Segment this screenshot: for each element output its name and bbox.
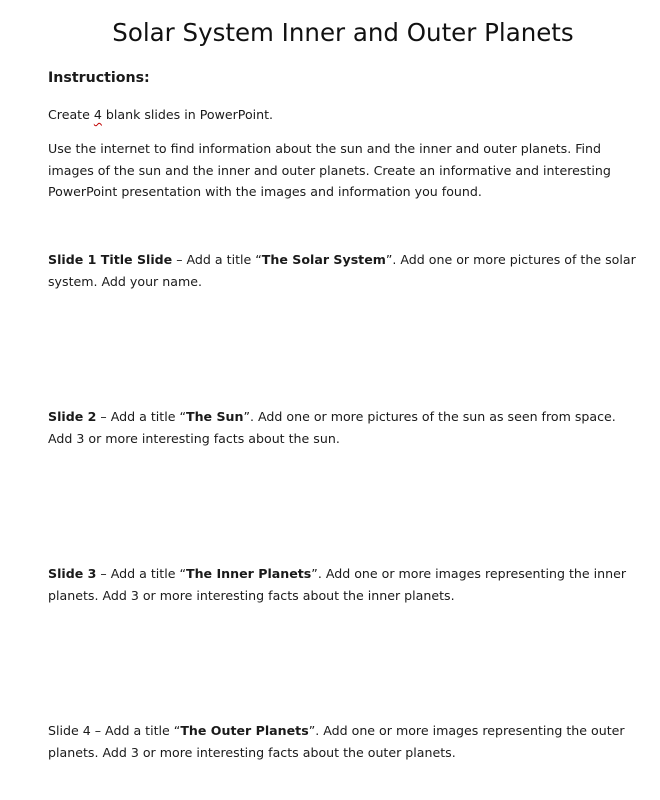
slide-3-label: Slide 3 (48, 566, 97, 581)
slide-3-text-before: – Add a title “ (96, 566, 186, 581)
document-title: Solar System Inner and Outer Planets (112, 18, 574, 47)
slide-1-title: The Solar System (261, 252, 386, 267)
instructions-heading: Instructions: (48, 70, 150, 86)
slide-2-title: The Sun (185, 409, 244, 424)
slide-2-instruction (48, 406, 643, 449)
slide-2-text-after: ”. Add one or more pictures of the sun as seen from space. Add 3 or more interesting facts about the sun. (48, 409, 616, 446)
research-paragraph: Use the internet to find information about the sun and the inner and outer planets. Find images of the sun and the inner and outer planets. Create an informative and interesting PowerPoint presentation with the images and information you found. (48, 141, 611, 199)
slide-1-label: Slide 1 Title Slide (48, 252, 173, 267)
slide-count: 4 (93, 107, 102, 122)
slide-3-title: The Inner Planets (185, 566, 312, 581)
slide-4-text-after: ”. Add one or more images representing the outer planets. Add 3 or more interesting facts about the outer planets. (48, 723, 625, 760)
slide-4-label: Slide 4 (48, 723, 91, 738)
slide-2-text-before: – Add a title “ (96, 409, 186, 424)
create-line-suffix: blank slides in PowerPoint. (101, 107, 274, 122)
slide-4-title: The Outer Planets (180, 723, 309, 738)
slide-3-instruction (48, 563, 643, 606)
slide-2-label: Slide 2 (48, 409, 97, 424)
slide-1-text-after: ”. Add one or more pictures of the solar system. Add your name. (48, 252, 636, 289)
slide-1-instruction (48, 249, 643, 292)
create-line-prefix: Create (48, 107, 94, 122)
create-slides-line (48, 104, 643, 126)
slide-4-instruction (48, 720, 643, 763)
slide-3-text-after: ”. Add one or more images representing the inner planets. Add 3 or more interesting facts about the inner planets. (48, 566, 627, 603)
slide-4-text-before: – Add a title “ (90, 723, 181, 738)
slide-1-text-before: – Add a title “ (172, 252, 262, 267)
